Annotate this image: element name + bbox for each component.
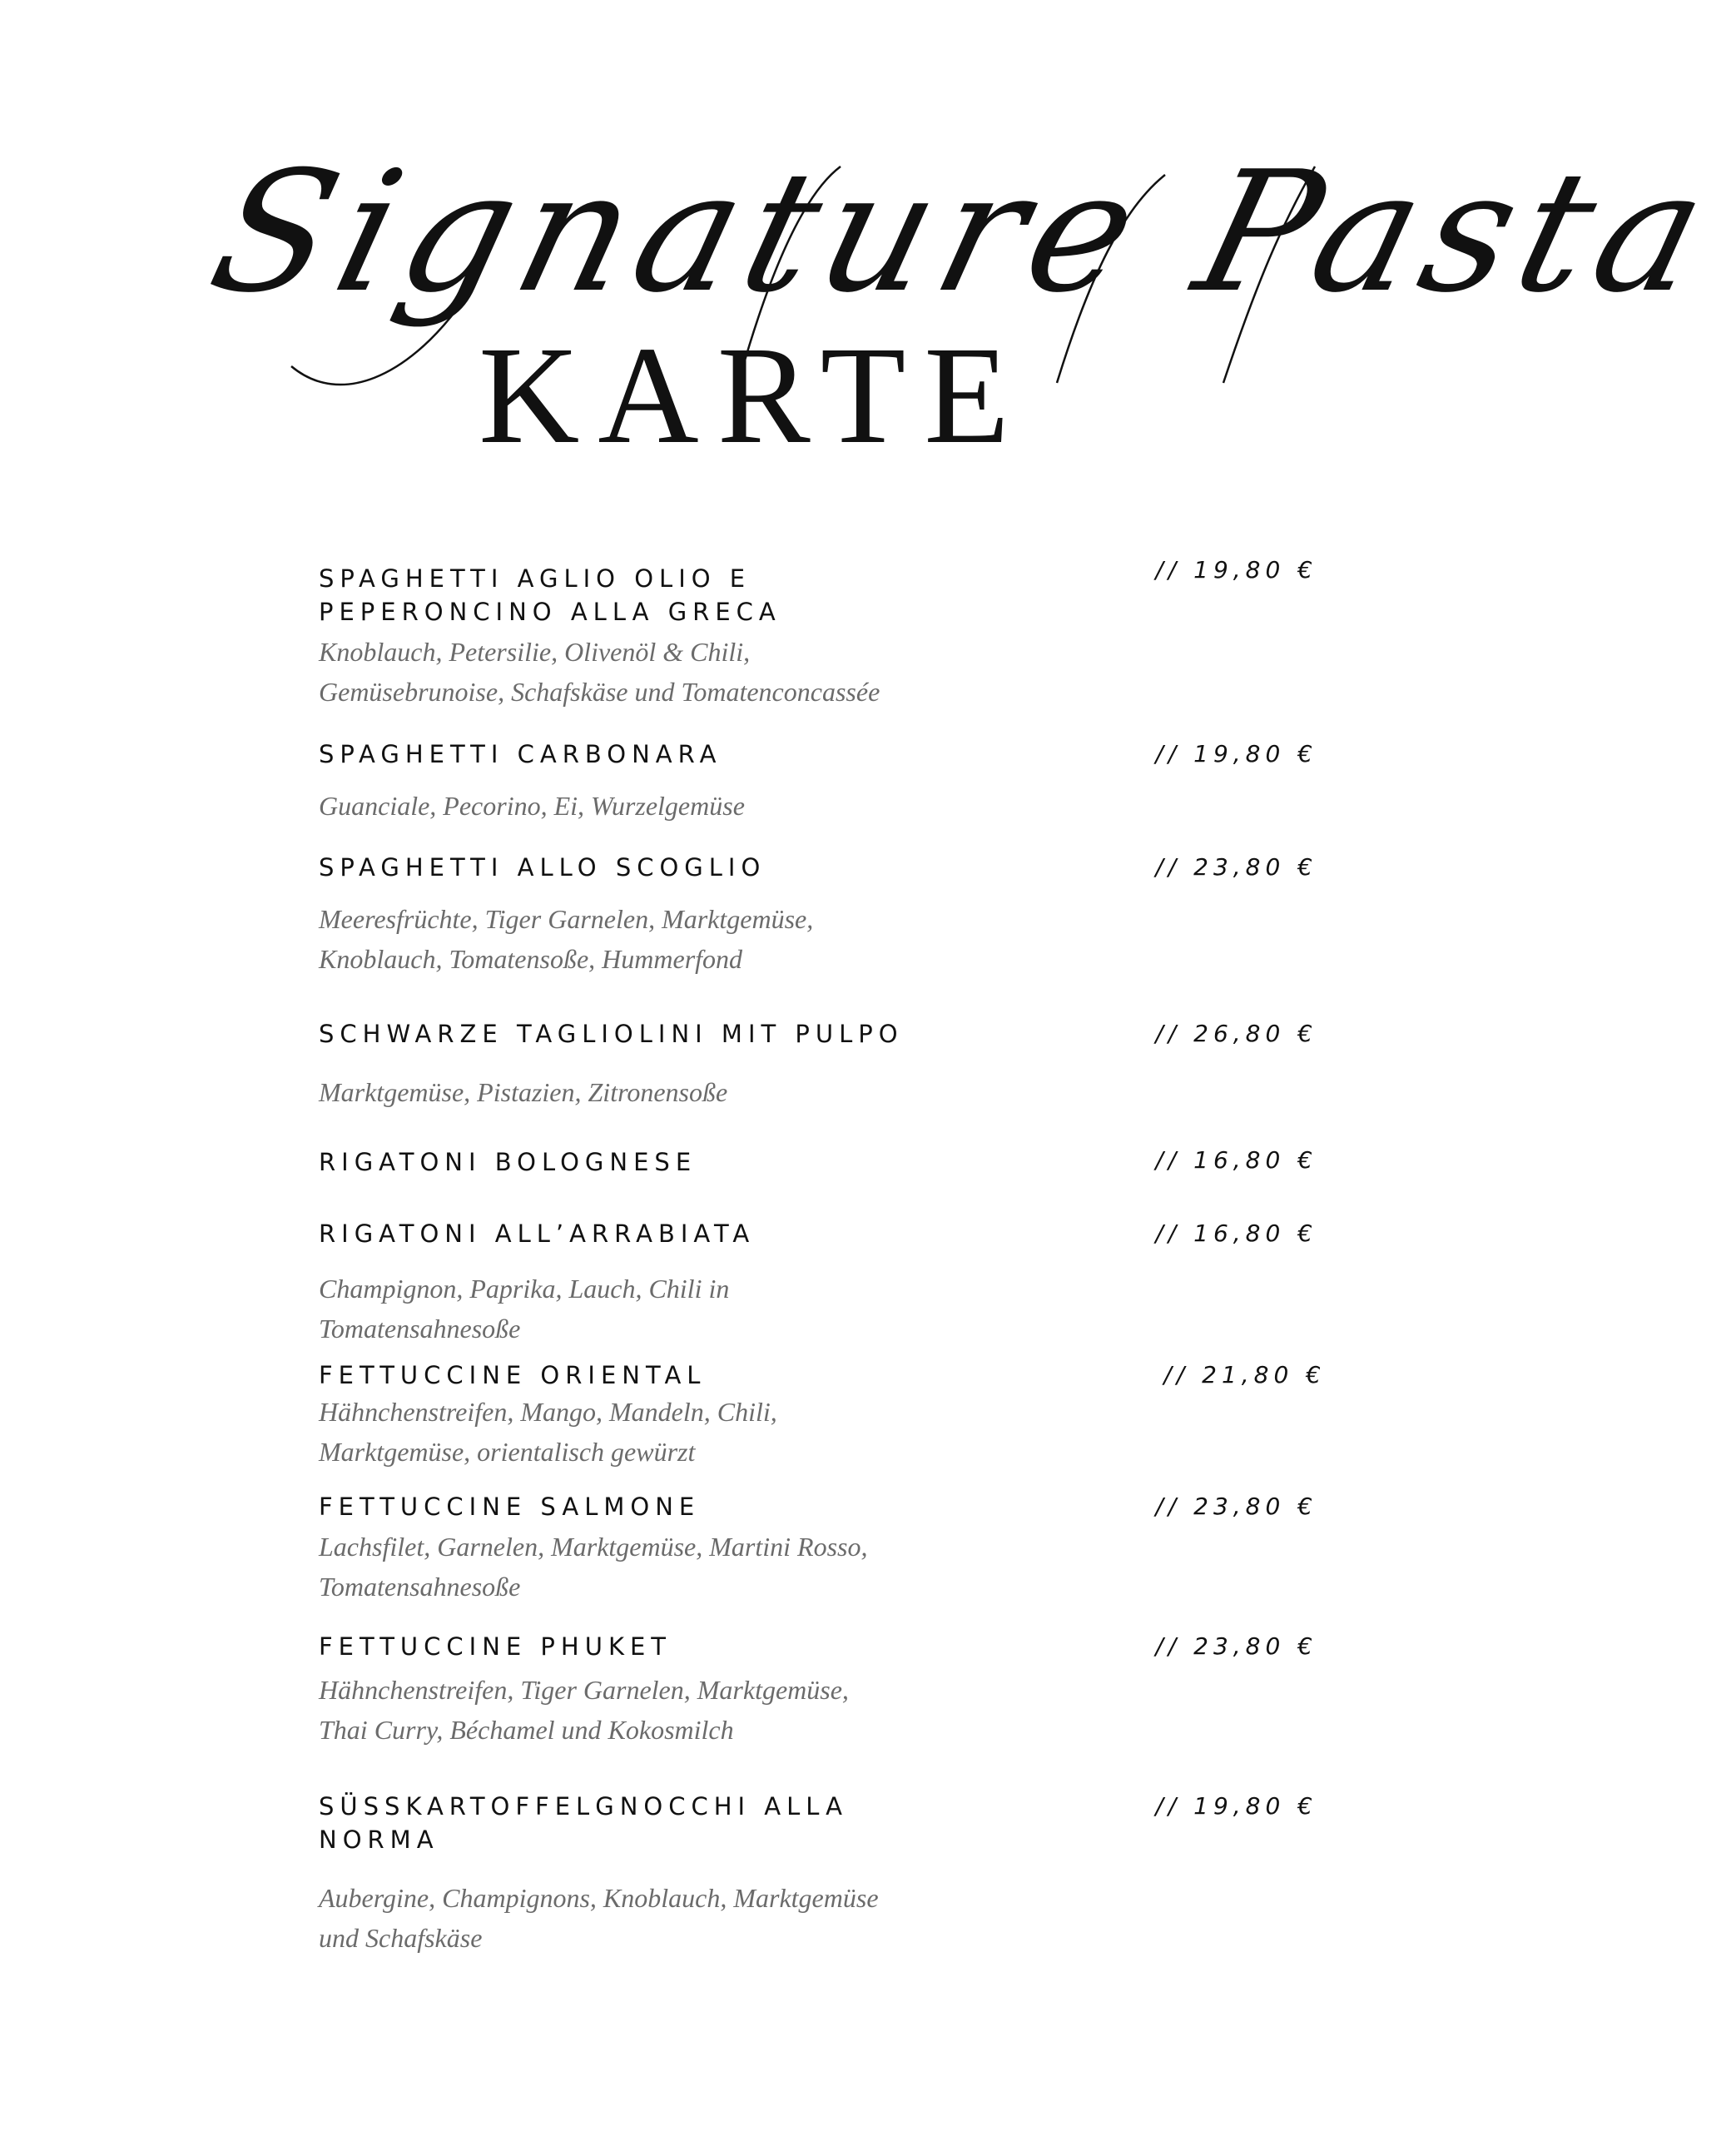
item-price: // 23,80 € xyxy=(1155,1632,1317,1660)
item-price: // 23,80 € xyxy=(1155,1493,1317,1520)
item-description: Hähnchenstreifen, Tiger Garnelen, Marktgemüse, Thai Curry, Béchamel und Kokosmilch xyxy=(319,1675,849,1745)
menu-item xyxy=(319,1217,1317,1349)
item-name: SPAGHETTI AGLIO OLIO E PEPERONCINO ALLA GRECA xyxy=(319,564,781,626)
item-name: RIGATONI BOLOGNESE xyxy=(319,1148,697,1176)
item-price: // 26,80 € xyxy=(1155,1020,1317,1047)
menu-item xyxy=(319,1790,1317,1958)
item-price: // 16,80 € xyxy=(1155,1146,1317,1174)
item-description: Aubergine, Champignons, Knoblauch, Marktgemüse und Schafskäse xyxy=(319,1883,879,1953)
item-description: Champignon, Paprika, Lauch, Chili in Tomatensahnesoße xyxy=(319,1274,730,1344)
script-title: Signature Pasta xyxy=(194,136,1734,330)
menu-item xyxy=(319,1490,1317,1607)
menu-item xyxy=(319,556,1317,712)
menu-item xyxy=(319,1145,1317,1179)
item-name: SPAGHETTI ALLO SCOGLIO xyxy=(319,853,766,882)
item-name: FETTUCCINE PHUKET xyxy=(319,1632,672,1661)
item-price: // 19,80 € xyxy=(1155,1792,1317,1820)
menu-item xyxy=(319,1017,1317,1112)
item-description: Guanciale, Pecorino, Ei, Wurzelgemüse xyxy=(319,791,745,821)
menu-item xyxy=(319,851,1317,979)
menu-item xyxy=(319,1630,1317,1750)
item-description: Hähnchenstreifen, Mango, Mandeln, Chili, Marktgemüse, orientalisch gewürzt xyxy=(319,1397,777,1467)
item-description: Lachsfilet, Garnelen, Marktgemüse, Martini Rosso, Tomatensahnesoße xyxy=(319,1532,868,1602)
menu-item xyxy=(319,738,1317,826)
page-title: KARTE xyxy=(479,318,1028,473)
item-name: FETTUCCINE ORIENTAL xyxy=(319,1361,707,1389)
item-price: // 19,80 € xyxy=(1155,740,1317,767)
item-description: Knoblauch, Petersilie, Olivenöl & Chili, Gemüsebrunoise, Schafskäse und Tomatenconcassée xyxy=(319,637,880,707)
menu-item xyxy=(319,1359,1326,1472)
item-price: // 16,80 € xyxy=(1155,1219,1317,1247)
item-description: Marktgemüse, Pistazien, Zitronensoße xyxy=(319,1077,728,1107)
item-name: RIGATONI ALL’ARRABIATA xyxy=(319,1219,756,1248)
item-price: // 23,80 € xyxy=(1155,853,1317,881)
item-price: // 21,80 € xyxy=(1163,1361,1326,1388)
item-description: Meeresfrüchte, Tiger Garnelen, Marktgemüse, Knoblauch, Tomatensoße, Hummerfond xyxy=(319,904,814,974)
item-name: FETTUCCINE SALMONE xyxy=(319,1493,701,1521)
item-price: // 19,80 € xyxy=(1155,556,1317,584)
item-name: SÜSSKARTOFFELGNOCCHI ALLA NORMA xyxy=(319,1792,848,1854)
item-name: SCHWARZE TAGLIOLINI MIT PULPO xyxy=(319,1020,904,1048)
item-name: SPAGHETTI CARBONARA xyxy=(319,740,722,768)
